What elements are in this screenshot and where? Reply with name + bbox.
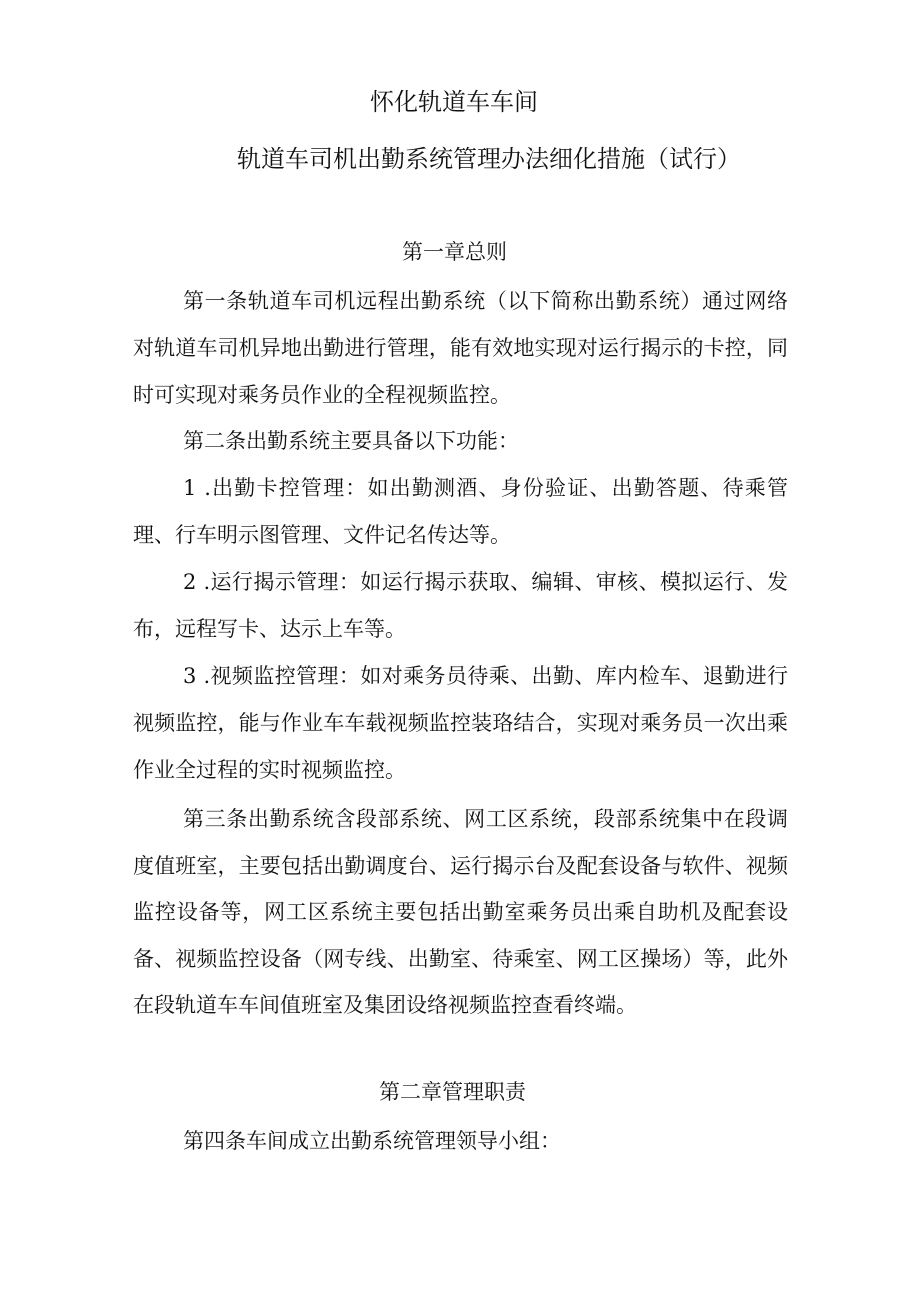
article-1-paragraph: 第一条轨道车司机远程出勤系统（以下简称出勤系统）通过网络对轨道车司机异地出勤进行管理，能有效地实现对运行揭示的卡控，同时可实现对乘务员作业的全程视频监控。 <box>133 289 788 407</box>
article-2-paragraph: 第二条出勤系统主要具备以下功能： <box>183 429 519 453</box>
document-title-unit: 怀化轨道车车间 <box>370 88 538 116</box>
chapter-1-heading: 第一章总则 <box>402 240 507 264</box>
article-3-paragraph: 第三条出勤系统含段部系统、网工区系统，段部系统集中在段调度值班室，主要包括出勤调度台、运行揭示台及配套设备与软件、视频监控设备等，网工区系统主要包括出勤室乘务员出乘自助机及配套设备、视频监控设备（网专线、出勤室、待乘室、网工区操场）等，此外在段轨道车车间值班室及集团设络视频监控查看终端。 <box>133 807 788 1017</box>
article-4-paragraph: 第四条车间成立出勤系统管理领导小组： <box>183 1129 561 1153</box>
document-title-main: 轨道车司机出勤系统管理办法细化措施（试行） <box>237 145 741 173</box>
chapter-2-heading: 第二章管理职责 <box>379 1080 526 1104</box>
function-item-2: 2 .运行揭示管理：如运行揭示获取、编辑、审核、模拟运行、发布，远程写卡、达示上车等。 <box>133 570 788 641</box>
function-item-3: 3 .视频监控管理：如对乘务员待乘、出勤、库内检车、退勤进行视频监控，能与作业车车载视频监控装珞结合，实现对乘务员一次出乘作业全过程的实时视频监控。 <box>133 664 788 782</box>
function-item-1: 1 .出勤卡控管理：如出勤测酒、身份验证、出勤答题、待乘管理、行车明示图管理、文件记名传达等。 <box>133 476 788 547</box>
